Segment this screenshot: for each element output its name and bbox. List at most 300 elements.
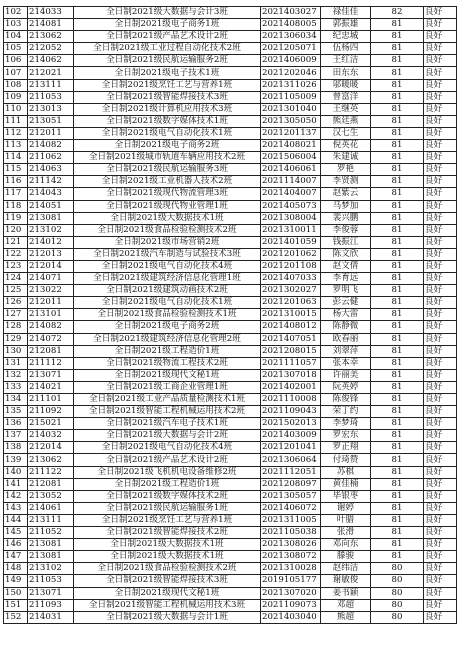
student-id-cell: 2021404007 [261,188,321,200]
class-code-cell: 215021 [28,418,74,430]
row-number-cell: 105 [4,43,28,55]
student-name-cell: 朱建诚 [321,152,371,164]
row-number-cell: 106 [4,55,28,67]
student-name-cell: 罗正翔 [321,442,371,454]
table-row [4,599,457,611]
class-name-cell: 全日制2021级城市轨道车辆应用技术2班 [74,152,261,164]
student-id-cell: 2021201062 [261,248,321,260]
student-id-cell: 2021307018 [261,369,321,381]
table-row [4,140,457,152]
student-name-cell: 汉七生 [321,127,371,139]
score-cell: 81 [371,333,424,345]
student-id-cell: 2021402001 [261,381,321,393]
class-name-cell: 全日制2021级现代物业管理1班 [74,200,261,212]
row-number-cell: 137 [4,430,28,442]
class-name-cell: 全日制2021级大数据技术1班 [74,551,261,563]
student-id-cell: 2021506004 [261,152,321,164]
row-number-cell: 143 [4,502,28,514]
row-number-cell: 139 [4,454,28,466]
class-code-cell: 212081 [28,345,74,357]
class-code-cell: 213111 [28,79,74,91]
table-row [4,406,457,418]
score-cell: 81 [371,176,424,188]
student-name-cell: 伍杨四 [321,43,371,55]
class-name-cell: 全日制2021级食品检验检测技术1班 [74,309,261,321]
class-code-cell: 213052 [28,490,74,502]
class-name-cell: 全日制2021级建筑经济信息化管理2班 [74,333,261,345]
table-row [4,31,457,43]
table-row [4,321,457,333]
row-number-cell: 109 [4,91,28,103]
score-cell: 81 [371,357,424,369]
class-code-cell: 214012 [28,236,74,248]
student-name-cell: 许丽美 [321,369,371,381]
student-id-cell: 2021208097 [261,478,321,490]
grade-level-cell: 良好 [424,285,457,297]
grade-level-cell: 良好 [424,406,457,418]
student-id-cell: 2021307020 [261,587,321,599]
row-number-cell: 150 [4,587,28,599]
table-row [4,7,457,19]
grade-level-cell: 良好 [424,466,457,478]
class-name-cell: 全日制2021级大数据与会计2班 [74,430,261,442]
student-name-cell: 王红洁 [321,55,371,67]
class-name-cell: 全日制2021级食品检验检测技术2班 [74,224,261,236]
grade-level-cell: 良好 [424,418,457,430]
score-cell: 81 [371,79,424,91]
row-number-cell: 125 [4,285,28,297]
student-id-cell: 2021114007 [261,176,321,188]
class-name-cell: 全日制2021级计算机应用技术3班 [74,103,261,115]
score-cell: 81 [371,502,424,514]
student-id-cell: 2021201137 [261,127,321,139]
score-cell: 81 [371,127,424,139]
class-name-cell: 全日制2021级现代物流管理3班 [74,188,261,200]
table-row [4,575,457,587]
student-id-cell: 2021408012 [261,321,321,333]
student-id-cell: 2021109073 [261,599,321,611]
table-row [4,248,457,260]
row-number-cell: 152 [4,611,28,623]
row-number-cell: 146 [4,539,28,551]
class-code-cell: 212014 [28,260,74,272]
grade-level-cell: 良好 [424,212,457,224]
score-cell: 81 [371,67,424,79]
class-code-cell: 213013 [28,103,74,115]
row-number-cell: 147 [4,551,28,563]
table-row [4,418,457,430]
student-name-cell: 黄佳楠 [321,478,371,490]
table-row [4,551,457,563]
class-code-cell: 214071 [28,273,74,285]
grade-level-cell: 良好 [424,357,457,369]
grade-level-cell: 良好 [424,454,457,466]
class-code-cell: 214082 [28,140,74,152]
class-name-cell: 全日制2021级产品艺术设计2班 [74,31,261,43]
class-code-cell: 214061 [28,502,74,514]
grade-level-cell: 良好 [424,309,457,321]
student-name-cell: 邓向东 [321,539,371,551]
class-name-cell: 全日制2021级飞机机电设备维修2班 [74,466,261,478]
grade-level-cell: 良好 [424,442,457,454]
table-row [4,273,457,285]
student-name-cell: 罗宏东 [321,430,371,442]
student-name-cell: 王继英 [321,103,371,115]
class-code-cell: 214072 [28,333,74,345]
student-id-cell: 2021110008 [261,394,321,406]
student-name-cell: 荣丁约 [321,406,371,418]
row-number-cell: 141 [4,478,28,490]
student-id-cell: 2021111057 [261,357,321,369]
table-row [4,502,457,514]
row-number-cell: 142 [4,490,28,502]
student-id-cell: 2021308004 [261,212,321,224]
grade-level-cell: 良好 [424,273,457,285]
student-id-cell: 2021112051 [261,466,321,478]
class-name-cell: 全日制2021级大数据与会计1班 [74,611,261,623]
class-name-cell: 全日制2021级电子技术1班 [74,67,261,79]
student-id-cell: 2021403009 [261,430,321,442]
student-id-cell: 2021310028 [261,563,321,575]
table-row [4,466,457,478]
student-name-cell: 马梦加 [321,200,371,212]
table-row [4,115,457,127]
score-cell: 81 [371,478,424,490]
class-name-cell: 全日制2021级民航运输服务1班 [74,502,261,514]
table-row [4,297,457,309]
class-name-cell: 全日制2021级智能焊接技术3班 [74,91,261,103]
class-name-cell: 全日制2021级智能焊接技术2班 [74,527,261,539]
score-cell: 81 [371,406,424,418]
grade-level-cell: 良好 [424,575,457,587]
student-id-cell: 2021408005 [261,19,321,31]
grade-level-cell: 良好 [424,224,457,236]
table-row [4,19,457,31]
class-code-cell: 211092 [28,406,74,418]
student-id-cell: 2021401059 [261,236,321,248]
score-cell: 81 [371,442,424,454]
grade-level-cell: 良好 [424,611,457,623]
score-cell: 81 [371,43,424,55]
class-name-cell: 全日制2021级工程造价1班 [74,478,261,490]
class-code-cell: 214051 [28,200,74,212]
student-name-cell: 彭云健 [321,297,371,309]
grade-level-cell: 良好 [424,430,457,442]
score-cell: 81 [371,236,424,248]
score-cell: 82 [371,7,424,19]
table-row [4,79,457,91]
table-row [4,611,457,623]
student-name-cell: 陈文欣 [321,248,371,260]
row-number-cell: 140 [4,466,28,478]
grade-level-cell: 良好 [424,7,457,19]
class-code-cell: 214082 [28,321,74,333]
grade-level-cell: 良好 [424,587,457,599]
table-row [4,333,457,345]
student-name-cell: 李俊蓉 [321,224,371,236]
class-name-cell: 全日制2021级工业过程自动化技术2班 [74,43,261,55]
grade-level-cell: 良好 [424,43,457,55]
class-name-cell: 全日制2021级民航运输服务2班 [74,55,261,67]
score-cell: 81 [371,140,424,152]
class-name-cell: 全日制2021级智能工程机械运用技术3班 [74,599,261,611]
score-cell: 81 [371,490,424,502]
class-name-cell: 全日制2021级汽车制造与试验技术3班 [74,248,261,260]
row-number-cell: 144 [4,514,28,526]
student-name-cell: 谢敏俊 [321,575,371,587]
student-name-cell: 姜书颖 [321,587,371,599]
class-code-cell: 212014 [28,442,74,454]
class-name-cell: 全日制2021级电子商务2班 [74,321,261,333]
table-row [4,260,457,272]
student-name-cell: 张滑 [321,527,371,539]
table-row [4,176,457,188]
grade-level-cell: 良好 [424,563,457,575]
student-id-cell: 2021201063 [261,297,321,309]
student-id-cell: 2021403027 [261,7,321,19]
row-number-cell: 119 [4,212,28,224]
table-row [4,91,457,103]
row-number-cell: 107 [4,67,28,79]
grade-level-cell: 良好 [424,551,457,563]
class-name-cell: 全日制2021级电气自动化技术1班 [74,127,261,139]
student-id-cell: 2021311026 [261,79,321,91]
grade-level-cell: 良好 [424,599,457,611]
class-code-cell: 211122 [28,466,74,478]
grade-level-cell: 良好 [424,514,457,526]
grade-level-cell: 良好 [424,236,457,248]
class-code-cell: 214043 [28,188,74,200]
student-id-cell: 2021205071 [261,43,321,55]
student-id-cell: 2021306064 [261,454,321,466]
class-name-cell: 全日制2021级现代文秘1班 [74,369,261,381]
class-name-cell: 全日制2021级电子商务2班 [74,140,261,152]
row-number-cell: 102 [4,7,28,19]
grade-level-cell: 良好 [424,19,457,31]
row-number-cell: 117 [4,188,28,200]
row-number-cell: 121 [4,236,28,248]
student-name-cell: 罗明飞 [321,285,371,297]
class-name-cell: 全日制2021级数字媒体技术1班 [74,115,261,127]
score-cell: 81 [371,539,424,551]
score-cell: 81 [371,115,424,127]
class-name-cell: 全日制2021级智能焊接技术3班 [74,575,261,587]
class-name-cell: 全日制2021级烹饪工艺与营养1班 [74,79,261,91]
class-code-cell: 213062 [28,31,74,43]
class-code-cell: 213062 [28,454,74,466]
score-cell: 81 [371,188,424,200]
student-name-cell: 熊超 [321,611,371,623]
student-id-cell: 2021201041 [261,442,321,454]
class-code-cell: 214033 [28,7,74,19]
row-number-cell: 129 [4,333,28,345]
grade-level-cell: 良好 [424,297,457,309]
row-number-cell: 116 [4,176,28,188]
table-row [4,442,457,454]
class-name-cell: 全日制2021级大数据与会计3班 [74,7,261,19]
student-id-cell: 2021301040 [261,103,321,115]
class-code-cell: 213081 [28,551,74,563]
student-id-cell: 2021310015 [261,309,321,321]
class-code-cell: 211053 [28,91,74,103]
row-number-cell: 148 [4,563,28,575]
student-id-cell: 2021403040 [261,611,321,623]
class-code-cell: 214063 [28,164,74,176]
class-name-cell: 全日制2021级烹饪工艺与营养1班 [74,514,261,526]
row-number-cell: 149 [4,575,28,587]
table-row [4,43,457,55]
class-code-cell: 211053 [28,575,74,587]
grade-level-cell: 良好 [424,103,457,115]
student-id-cell: 2021406061 [261,164,321,176]
class-code-cell: 213081 [28,212,74,224]
grade-level-cell: 良好 [424,127,457,139]
student-id-cell: 2021105038 [261,527,321,539]
grade-level-cell: 良好 [424,79,457,91]
row-number-cell: 134 [4,394,28,406]
row-number-cell: 131 [4,357,28,369]
student-id-cell: 2021202046 [261,67,321,79]
student-name-cell: 杨大雷 [321,309,371,321]
grade-level-cell: 良好 [424,176,457,188]
table-row [4,188,457,200]
score-cell: 81 [371,381,424,393]
score-cell: 80 [371,587,424,599]
student-id-cell: 2021407051 [261,333,321,345]
student-name-cell: 陈静微 [321,321,371,333]
row-number-cell: 128 [4,321,28,333]
table-row [4,224,457,236]
class-name-cell: 全日制2021级汽车电子技术1班 [74,418,261,430]
table-row [4,454,457,466]
row-number-cell: 136 [4,418,28,430]
student-id-cell: 2021311005 [261,514,321,526]
student-name-cell: 邓超 [321,599,371,611]
row-number-cell: 110 [4,103,28,115]
score-cell: 81 [371,103,424,115]
class-name-cell: 全日制2021级建筑经济信息化管理1班 [74,273,261,285]
student-name-cell: 裴兴鹏 [321,212,371,224]
row-number-cell: 113 [4,140,28,152]
table-row [4,200,457,212]
table-row [4,394,457,406]
class-name-cell: 全日制2021级民航运输服务3班 [74,164,261,176]
class-code-cell: 214031 [28,611,74,623]
row-number-cell: 123 [4,260,28,272]
class-code-cell: 213101 [28,309,74,321]
table-row [4,478,457,490]
score-cell: 80 [371,563,424,575]
student-name-cell: 阮英婷 [321,381,371,393]
student-id-cell: 2021208015 [261,345,321,357]
score-cell: 81 [371,309,424,321]
table-row [4,345,457,357]
student-id-cell: 2021407033 [261,273,321,285]
class-name-cell: 全日制2021级工业机器人技术2班 [74,176,261,188]
class-name-cell: 全日制2021级智能工程机械运用技术2班 [74,406,261,418]
class-name-cell: 全日制2021级现代文秘1班 [74,587,261,599]
grade-level-cell: 良好 [424,527,457,539]
table-row [4,539,457,551]
student-name-cell: 刘翠萍 [321,345,371,357]
student-name-cell: 欧春丽 [321,333,371,345]
student-name-cell: 李育远 [321,273,371,285]
table-row [4,152,457,164]
student-id-cell: 2021308072 [261,551,321,563]
grade-level-cell: 良好 [424,381,457,393]
score-cell: 81 [371,285,424,297]
class-name-cell: 全日制2021级工程造价1班 [74,345,261,357]
score-cell: 81 [371,152,424,164]
score-cell: 81 [371,200,424,212]
student-name-cell: 李贤测 [321,176,371,188]
row-number-cell: 135 [4,406,28,418]
student-id-cell: 2021305057 [261,490,321,502]
class-code-cell: 214062 [28,55,74,67]
class-code-cell: 211052 [28,527,74,539]
grade-level-cell: 良好 [424,260,457,272]
table-row [4,67,457,79]
row-number-cell: 103 [4,19,28,31]
class-name-cell: 全日制2021级大数据技术1班 [74,539,261,551]
grade-level-cell: 良好 [424,502,457,514]
score-cell: 81 [371,273,424,285]
class-code-cell: 211062 [28,152,74,164]
table-row [4,309,457,321]
score-cell: 81 [371,466,424,478]
class-name-cell: 全日制2021级食品检验检测技术2班 [74,563,261,575]
grade-level-cell: 良好 [424,31,457,43]
score-cell: 81 [371,31,424,43]
student-name-cell: 赵紫云 [321,188,371,200]
student-name-cell: 禄佳佳 [321,7,371,19]
row-number-cell: 130 [4,345,28,357]
student-name-cell: 赵纬洁 [321,563,371,575]
table-row [4,212,457,224]
row-number-cell: 122 [4,248,28,260]
student-name-cell: 张本幸 [321,357,371,369]
grade-level-cell: 良好 [424,55,457,67]
grade-level-cell: 良好 [424,394,457,406]
class-code-cell: 213071 [28,369,74,381]
row-number-cell: 114 [4,152,28,164]
class-code-cell: 213102 [28,224,74,236]
row-number-cell: 127 [4,309,28,321]
score-cell: 81 [371,164,424,176]
score-cell: 81 [371,514,424,526]
student-id-cell: 2021406072 [261,502,321,514]
row-number-cell: 124 [4,273,28,285]
grade-table-body [4,7,457,624]
grade-level-cell: 良好 [424,539,457,551]
table-row [4,357,457,369]
class-name-cell: 全日制2021级电气自动化技术4班 [74,442,261,454]
class-code-cell: 212052 [28,43,74,55]
row-number-cell: 112 [4,127,28,139]
grade-level-cell: 良好 [424,164,457,176]
table-row [4,381,457,393]
class-code-cell: 211101 [28,394,74,406]
student-name-cell: 叶腊 [321,514,371,526]
grade-level-cell: 良好 [424,248,457,260]
class-name-cell: 全日制2021级电子商务1班 [74,19,261,31]
row-number-cell: 111 [4,115,28,127]
class-code-cell: 212011 [28,127,74,139]
class-code-cell: 214021 [28,381,74,393]
class-code-cell: 212081 [28,478,74,490]
class-code-cell: 214081 [28,19,74,31]
row-number-cell: 151 [4,599,28,611]
